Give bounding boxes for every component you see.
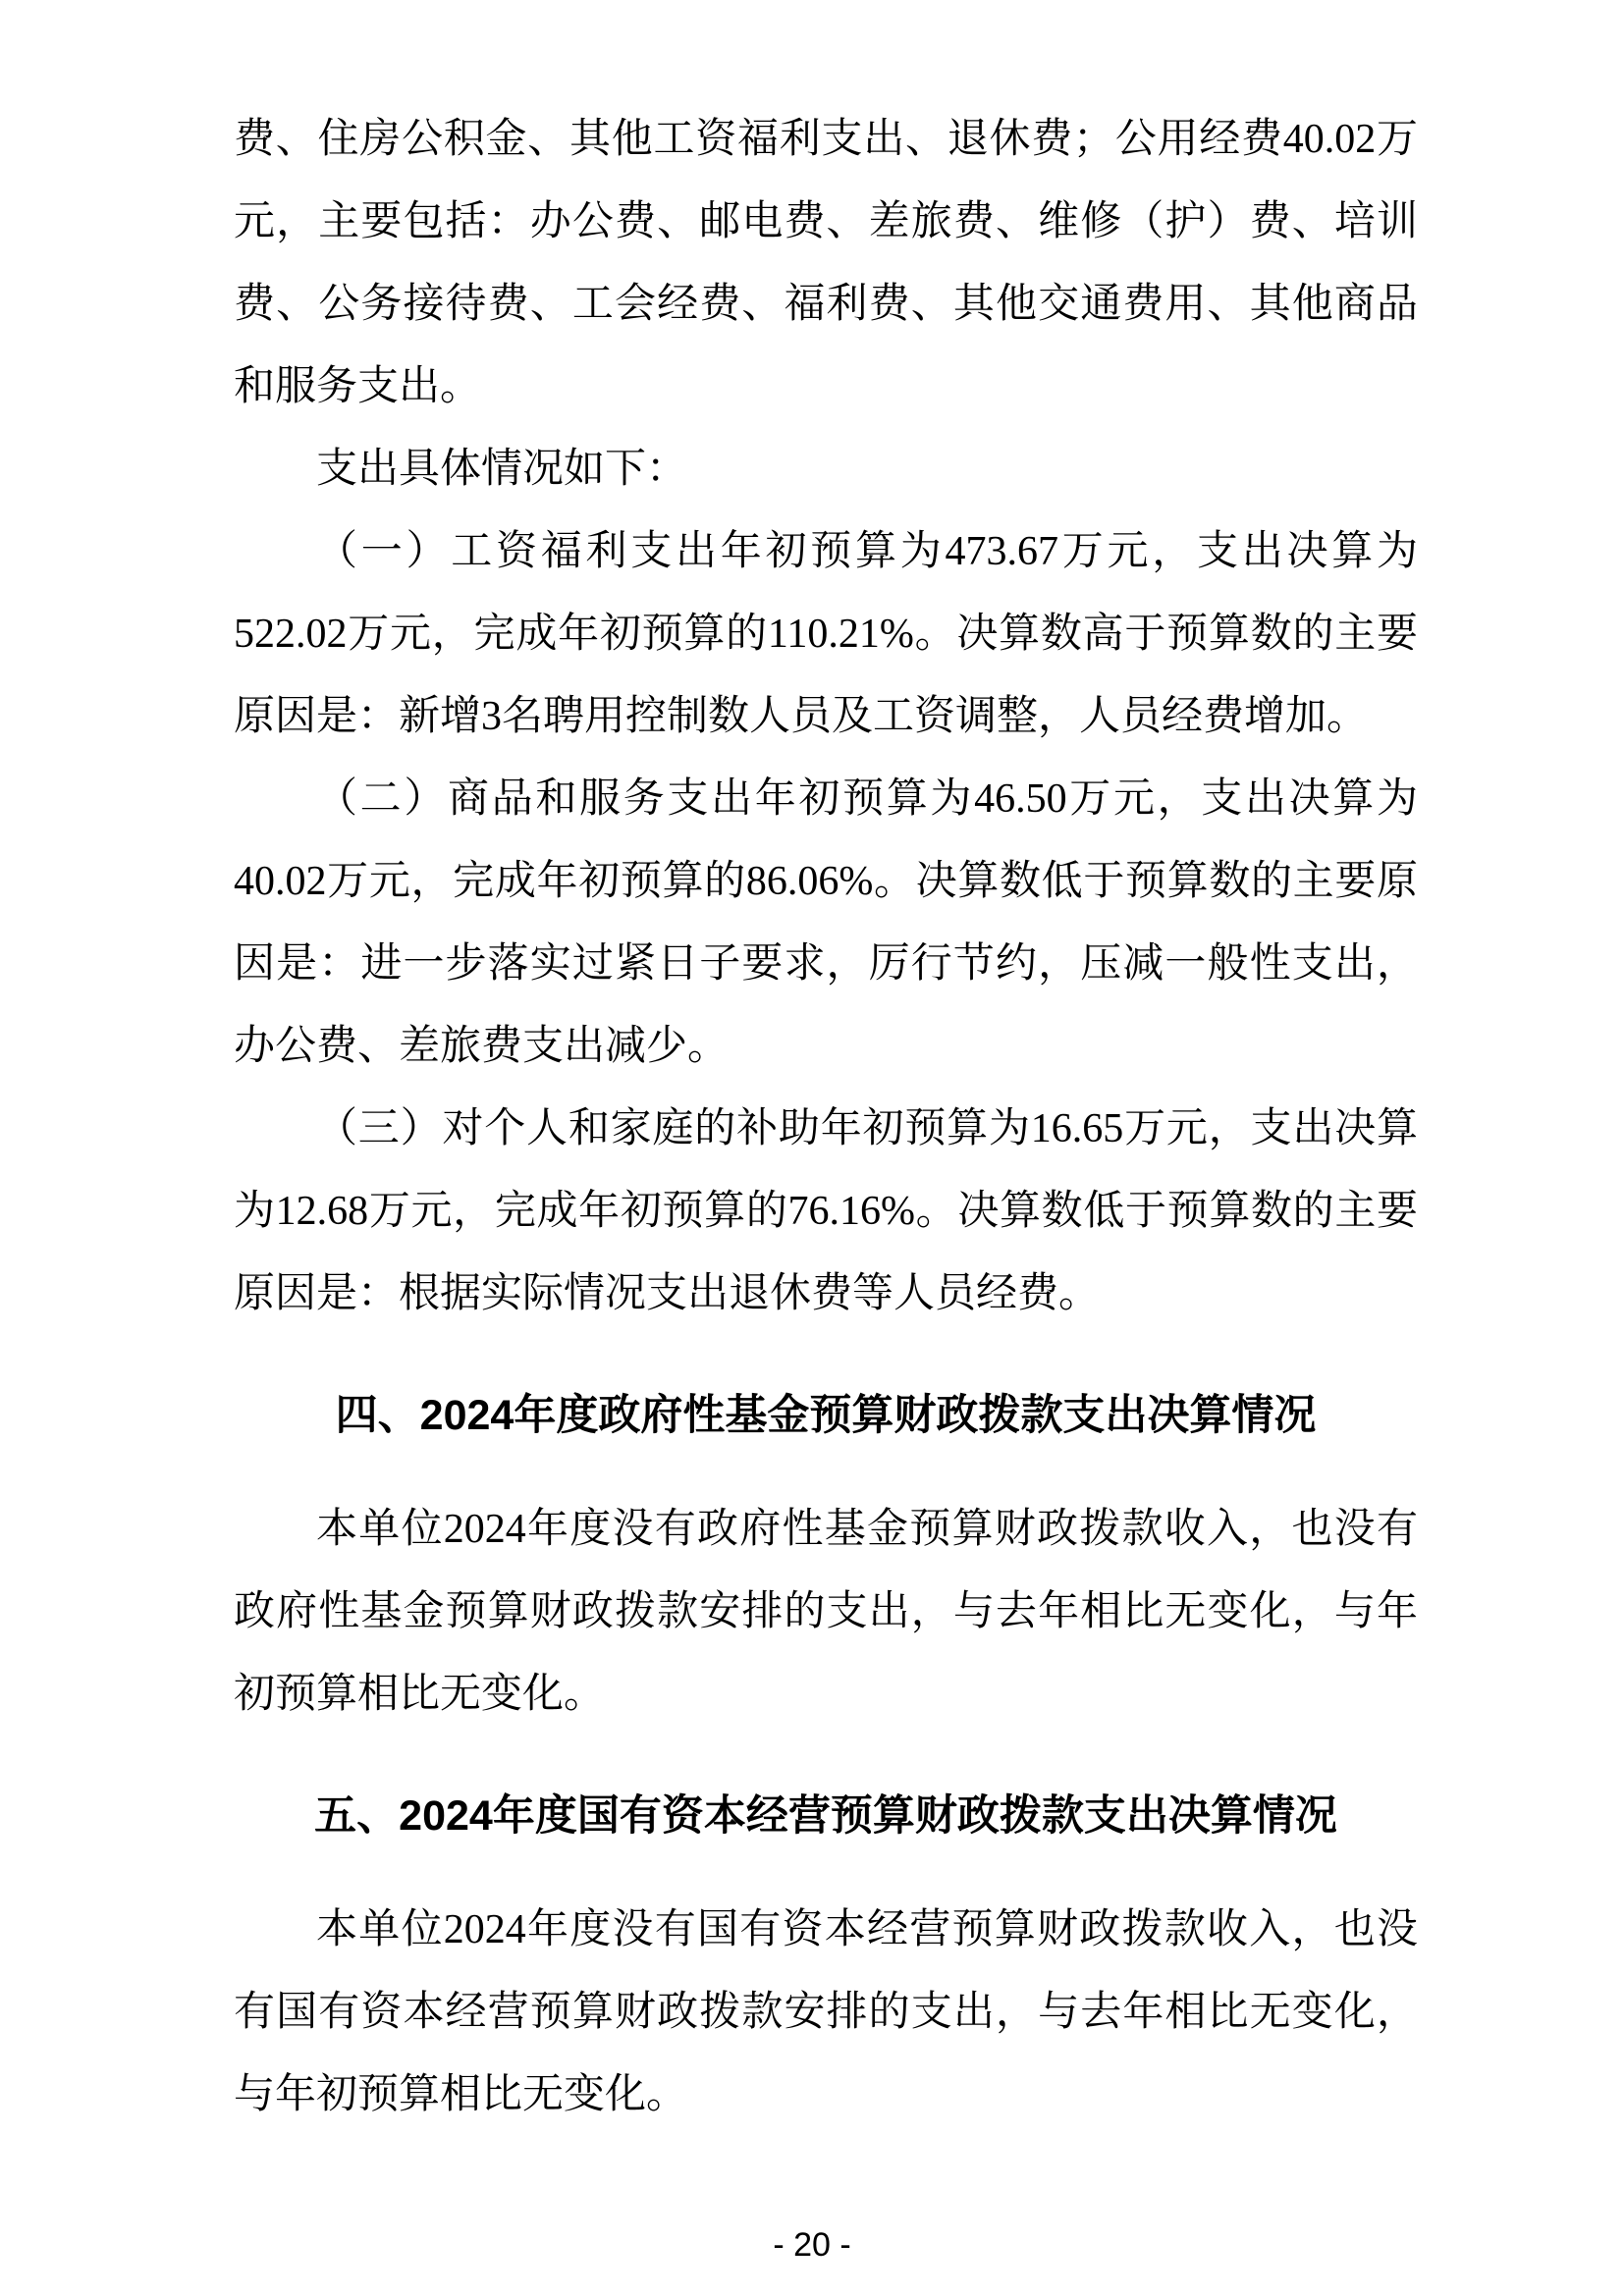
section-heading: 五、2024年度国有资本经营预算财政拨款支出决算情况: [314, 1792, 1337, 1840]
body-line: 本单位2024年度没有国有资本经营预算财政拨款收入，也没: [316, 1907, 1418, 1952]
page-number: - 20 -: [773, 2226, 851, 2264]
body-line: 为12.68万元，完成年初预算的76.16%。决算数低于预算数的主要: [234, 1189, 1418, 1234]
body-line: 有国有资本经营预算财政拨款安排的支出，与去年相比无变化，: [234, 1990, 1418, 2035]
section-heading: 四、2024年度政府性基金预算财政拨款支出决算情况: [335, 1392, 1317, 1439]
body-line: 40.02万元，完成年初预算的86.06%。决算数低于预算数的主要原: [234, 859, 1418, 904]
body-line: 原因是：根据实际情况支出退休费等人员经费。: [234, 1271, 1101, 1316]
body-line: 费、住房公积金、其他工资福利支出、退休费；公用经费40.02万: [234, 117, 1418, 162]
body-line: 522.02万元，完成年初预算的110.21%。决算数高于预算数的主要: [234, 612, 1418, 657]
body-line: 原因是：新增3名聘用控制数人员及工资调整，人员经费增加。: [234, 694, 1369, 739]
body-line: （二）商品和服务支出年初预算为46.50万元，支出决算为: [316, 776, 1418, 822]
body-line: 支出具体情况如下：: [316, 447, 688, 492]
body-line: 费、公务接待费、工会经费、福利费、其他交通费用、其他商品: [234, 282, 1418, 327]
document-body: [234, 98, 1418, 2136]
body-line: 办公费、差旅费支出减少。: [234, 1024, 730, 1069]
body-line: 本单位2024年度没有政府性基金预算财政拨款收入，也没有: [316, 1507, 1418, 1552]
body-line: 初预算相比无变化。: [234, 1672, 606, 1717]
body-line: 元，主要包括：办公费、邮电费、差旅费、维修（护）费、培训: [234, 199, 1418, 244]
body-line: （三）对个人和家庭的补助年初预算为16.65万元，支出决算: [316, 1106, 1418, 1151]
body-line: （一）工资福利支出年初预算为473.67万元，支出决算为: [316, 529, 1418, 574]
body-line: 因是：进一步落实过紧日子要求，厉行节约，压减一般性支出，: [234, 941, 1418, 987]
body-line: 与年初预算相比无变化。: [234, 2072, 688, 2117]
body-line: 和服务支出。: [234, 364, 482, 409]
body-line: 政府性基金预算财政拨款安排的支出，与去年相比无变化，与年: [234, 1589, 1418, 1634]
